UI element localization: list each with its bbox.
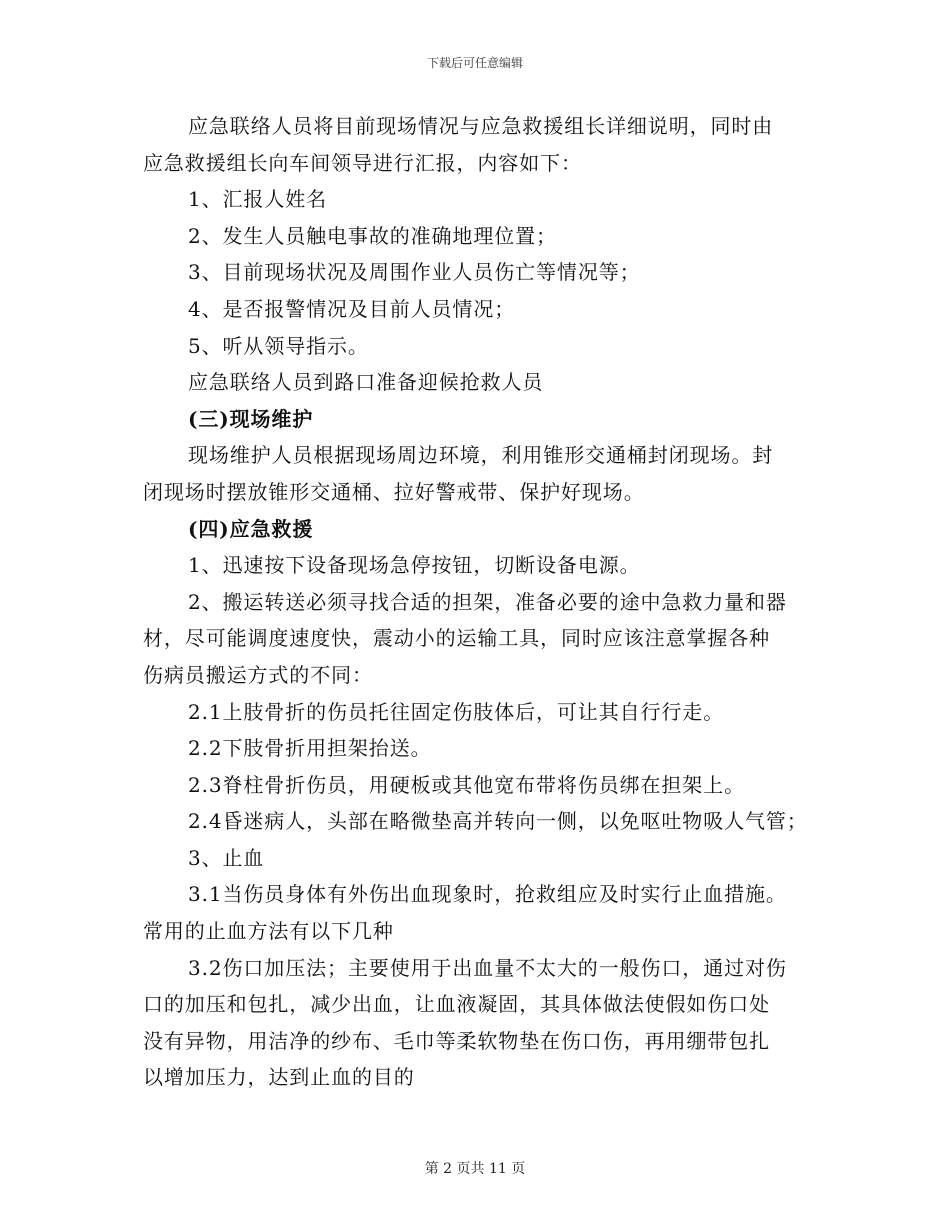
text-line: 2.3脊柱骨折伤员，用硬板或其他宽布带将伤员绑在担架上。 [188,772,746,797]
text-line: 以增加压力，达到止血的目的 [143,1065,415,1090]
text-line: 5、听从领导指示。 [188,333,369,358]
text-line: 常用的止血方法有以下几种 [143,919,394,944]
text-line: 3、止血 [188,845,265,870]
text-line: 伤病员搬运方式的不同： [143,662,373,687]
document-body [143,108,823,1096]
text-line: 2.1上肢骨折的伤员托往固定伤肢体后，可让其自行行走。 [188,699,725,724]
text-line: 应急联络人员将目前现场情况与应急救援组长详细说明，同时由 [188,114,774,138]
text-line: 2、发生人员触电事故的准确地理位置； [188,223,557,248]
section-heading: (四)应急救援 [188,516,314,541]
page-header: 下载后可任意编辑 [426,56,523,70]
text-line: 材，尽可能调度速度快，震动小的运输工具，同时应该注意掌握各种 [143,626,770,651]
text-line: 1、迅速按下设备现场急停按钮，切断设备电源。 [188,553,641,578]
text-line: 3.2伤口加压法；主要使用于出血量不太大的一般伤口，通过对伤 [188,955,787,980]
text-line: 现场维护人员根据现场周边环境，利用锥形交通桶封闭现场。封 [188,443,774,468]
text-line: 4、是否报警情况及目前人员情况； [188,296,516,321]
section-heading: (三)现场维护 [188,406,314,431]
text-line: 闭现场时摆放锥形交通桶、拉好警戒带、保护好现场。 [143,479,645,504]
text-line: 3、目前现场状况及周围作业人员伤亡等情况等； [188,260,641,285]
text-line: 3.1当伤员身体有外伤出血现象时，抢救组应及时实行止血措施。 [188,882,787,907]
text-line: 1、汇报人姓名 [188,187,328,212]
text-line: 2.2下肢骨折用担架抬送。 [188,736,432,761]
page-footer: 第 2 页共 11 页 [424,1161,526,1177]
text-line: 没有异物，用洁净的纱布、毛巾等柔软物垫在伤口伤，再用绷带包扎 [143,1028,770,1053]
text-line: 应急联络人员到路口准备迎候抢救人员 [188,370,544,395]
text-line: 口的加压和包扎，减少出血，让血液凝固，其具体做法使假如伤口处 [143,992,770,1017]
text-line: 2、搬运转送必须寻找合适的担架，准备必要的途中急救力量和器 [188,589,787,614]
text-line: 2.4昏迷病人，头部在略微垫高并转向一侧，以免呕吐物吸人气管； [188,809,808,834]
text-line: 应急救援组长向车间领导进行汇报，内容如下： [143,150,582,175]
